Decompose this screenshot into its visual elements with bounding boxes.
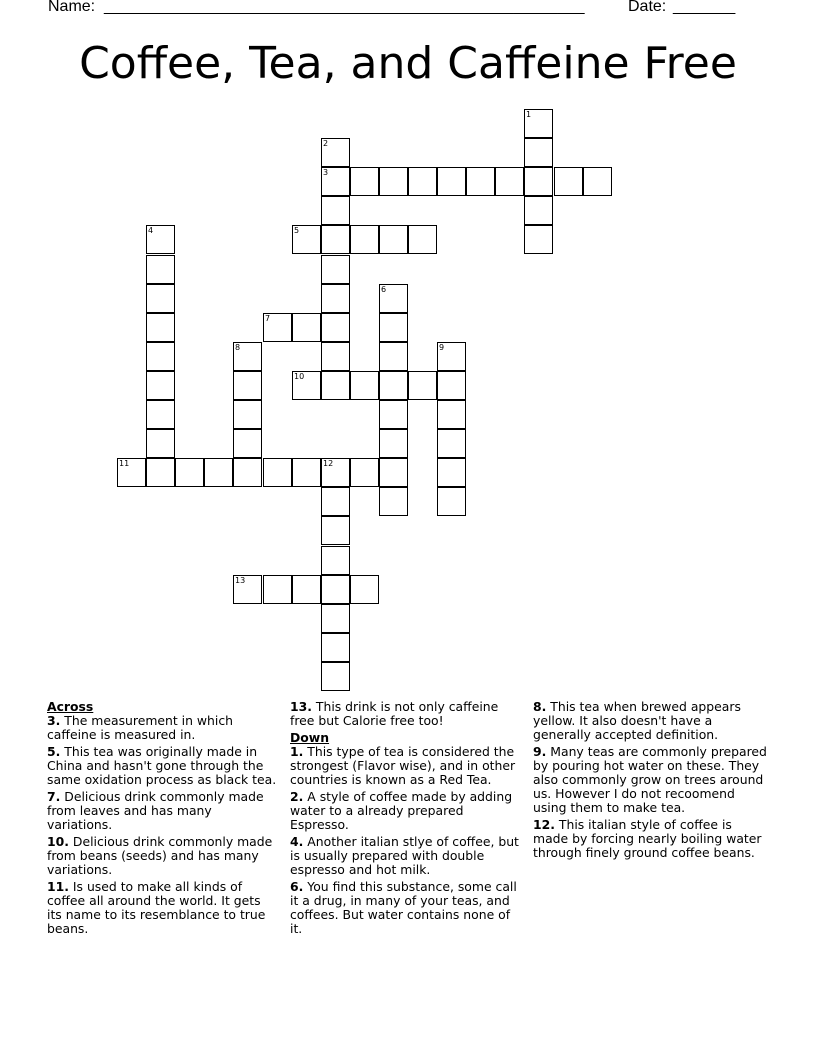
cell-number: 4 bbox=[148, 226, 154, 235]
crossword-cell[interactable] bbox=[408, 371, 437, 400]
cell-number: 13 bbox=[235, 576, 246, 585]
crossword-cell[interactable] bbox=[408, 225, 437, 254]
clues-column-1 bbox=[47, 700, 277, 939]
clue-text: This italian style of coffee is made by forcing nearly boiling water through finely ground coffee beans. bbox=[533, 817, 762, 860]
cell-number: 5 bbox=[294, 226, 300, 235]
clue-number: 12. bbox=[533, 817, 555, 832]
crossword-cell[interactable] bbox=[263, 458, 292, 487]
crossword-cell[interactable] bbox=[146, 313, 175, 342]
clue-number: 8. bbox=[533, 699, 547, 714]
clue-across-13 bbox=[290, 700, 520, 728]
clue-down-8 bbox=[533, 700, 768, 742]
crossword-cell[interactable] bbox=[321, 546, 350, 575]
crossword-cell[interactable] bbox=[292, 575, 321, 604]
clue-across-11 bbox=[47, 880, 277, 936]
crossword-cell[interactable] bbox=[379, 313, 408, 342]
crossword-cell[interactable] bbox=[321, 167, 350, 196]
crossword-cell[interactable] bbox=[146, 255, 175, 284]
clue-number: 1. bbox=[290, 744, 304, 759]
crossword-cell[interactable] bbox=[175, 458, 204, 487]
clue-across-7 bbox=[47, 790, 277, 832]
crossword-cell[interactable] bbox=[379, 342, 408, 371]
crossword-cell[interactable] bbox=[146, 371, 175, 400]
clue-number: 6. bbox=[290, 879, 304, 894]
crossword-cell[interactable] bbox=[437, 167, 466, 196]
crossword-cell[interactable] bbox=[379, 371, 408, 400]
crossword-cell[interactable] bbox=[466, 167, 495, 196]
crossword-cell[interactable] bbox=[321, 516, 350, 545]
clue-text: This type of tea is considered the strongest (Flavor wise), and in other countries is known as a Red Tea. bbox=[290, 744, 516, 787]
clue-number: 10. bbox=[47, 834, 69, 849]
crossword-cell[interactable] bbox=[437, 342, 466, 371]
clue-text: Another italian stlye of coffee, but is usually prepared with double espresso and hot milk. bbox=[290, 834, 519, 877]
crossword-cell[interactable] bbox=[292, 458, 321, 487]
crossword-cell[interactable] bbox=[321, 487, 350, 516]
cell-number: 6 bbox=[381, 285, 387, 294]
clue-number: 7. bbox=[47, 789, 61, 804]
crossword-cell[interactable] bbox=[350, 167, 379, 196]
clue-across-10 bbox=[47, 835, 277, 877]
clue-down-6 bbox=[290, 880, 520, 936]
clue-number: 11. bbox=[47, 879, 69, 894]
crossword-cell[interactable] bbox=[379, 284, 408, 313]
crossword-cell[interactable] bbox=[233, 371, 262, 400]
crossword-cell[interactable] bbox=[495, 167, 524, 196]
crossword-cell[interactable] bbox=[263, 313, 292, 342]
crossword-cell[interactable] bbox=[233, 575, 262, 604]
crossword-cell[interactable] bbox=[146, 284, 175, 313]
crossword-cell[interactable] bbox=[321, 255, 350, 284]
crossword-cell[interactable] bbox=[350, 225, 379, 254]
crossword-cell[interactable] bbox=[321, 371, 350, 400]
crossword-cell[interactable] bbox=[321, 313, 350, 342]
clue-text: Many teas are commonly prepared by pouring hot water on these. They also commonly grow on trees around us. However I do not recoomend using them to make tea. bbox=[533, 744, 767, 815]
cell-number: 2 bbox=[323, 139, 329, 148]
crossword-cell[interactable] bbox=[321, 138, 350, 167]
crossword-cell[interactable] bbox=[583, 167, 612, 196]
crossword-cell[interactable] bbox=[263, 575, 292, 604]
crossword-cell[interactable] bbox=[146, 342, 175, 371]
crossword-cell[interactable] bbox=[292, 371, 321, 400]
cell-number: 7 bbox=[265, 314, 271, 323]
crossword-cell[interactable] bbox=[379, 400, 408, 429]
crossword-cell[interactable] bbox=[321, 458, 350, 487]
crossword-cell[interactable] bbox=[233, 458, 262, 487]
crossword-cell[interactable] bbox=[524, 138, 553, 167]
crossword-cell[interactable] bbox=[379, 458, 408, 487]
cell-number: 1 bbox=[526, 110, 532, 119]
crossword-cell[interactable] bbox=[379, 487, 408, 516]
clue-text: A style of coffee made by adding water to a already prepared Espresso. bbox=[290, 789, 513, 832]
crossword-cell[interactable] bbox=[437, 371, 466, 400]
clue-across-3 bbox=[47, 714, 277, 742]
crossword-cell[interactable] bbox=[379, 429, 408, 458]
crossword-cell[interactable] bbox=[321, 604, 350, 633]
crossword-cell[interactable] bbox=[554, 167, 583, 196]
clue-number: 4. bbox=[290, 834, 304, 849]
crossword-cell[interactable] bbox=[146, 400, 175, 429]
crossword-cell[interactable] bbox=[350, 458, 379, 487]
across-heading: Across bbox=[47, 699, 94, 714]
crossword-cell[interactable] bbox=[233, 400, 262, 429]
clue-number: 9. bbox=[533, 744, 547, 759]
clue-number: 3. bbox=[47, 713, 61, 728]
clue-down-9 bbox=[533, 745, 768, 815]
crossword-cell[interactable] bbox=[292, 313, 321, 342]
crossword-cell[interactable] bbox=[321, 633, 350, 662]
name-blank: ______________________________________________________ bbox=[104, 0, 585, 15]
crossword-cell[interactable] bbox=[524, 196, 553, 225]
crossword-cell[interactable] bbox=[408, 167, 437, 196]
cell-number: 9 bbox=[439, 343, 445, 352]
clue-text: Delicious drink commonly made from leaves and has many variations. bbox=[47, 789, 264, 832]
cell-number: 12 bbox=[323, 459, 334, 468]
crossword-cell[interactable] bbox=[204, 458, 233, 487]
crossword-cell[interactable] bbox=[524, 109, 553, 138]
crossword-cell[interactable] bbox=[379, 167, 408, 196]
clue-text: Is used to make all kinds of coffee all around the world. It gets its name to its resemblance to true beans. bbox=[47, 879, 266, 936]
clues-column-3 bbox=[533, 700, 768, 863]
clue-down-1 bbox=[290, 745, 520, 787]
clue-text: This drink is not only caffeine free but Calorie free too! bbox=[290, 699, 499, 728]
crossword-cell[interactable] bbox=[321, 196, 350, 225]
down-heading: Down bbox=[290, 730, 330, 745]
clue-text: This tea when brewed appears yellow. It also doesn't have a generally accepted definition. bbox=[533, 699, 741, 742]
clues-column-2 bbox=[290, 700, 520, 939]
clue-number: 2. bbox=[290, 789, 304, 804]
clue-down-12 bbox=[533, 818, 768, 860]
crossword-cell[interactable] bbox=[350, 575, 379, 604]
clue-down-2 bbox=[290, 790, 520, 832]
date-blank: _______ bbox=[673, 0, 736, 15]
clue-text: Delicious drink commonly made from beans (seeds) and has many variations. bbox=[47, 834, 273, 877]
name-label: Name: bbox=[48, 0, 96, 15]
crossword-cell[interactable] bbox=[146, 429, 175, 458]
cell-number: 3 bbox=[323, 168, 329, 177]
clue-down-4 bbox=[290, 835, 520, 877]
clue-across-5 bbox=[47, 745, 277, 787]
crossword-cell[interactable] bbox=[233, 429, 262, 458]
crossword-cell[interactable] bbox=[321, 225, 350, 254]
crossword-cell[interactable] bbox=[437, 458, 466, 487]
crossword-cell[interactable] bbox=[146, 458, 175, 487]
clue-text: You find this substance, some call it a drug, in many of your teas, and coffees. But water contains none of it. bbox=[290, 879, 517, 936]
crossword-cell[interactable] bbox=[321, 342, 350, 371]
clue-text: This tea was originally made in China and hasn't gone through the same oxidation process as black tea. bbox=[47, 744, 277, 787]
crossword-cell[interactable] bbox=[437, 429, 466, 458]
cell-number: 8 bbox=[235, 343, 241, 352]
crossword-cell[interactable] bbox=[437, 487, 466, 516]
clue-number: 13. bbox=[290, 699, 312, 714]
cell-number: 10 bbox=[294, 372, 305, 381]
crossword-cell[interactable] bbox=[233, 342, 262, 371]
crossword-cell[interactable] bbox=[292, 225, 321, 254]
crossword-cell[interactable] bbox=[524, 167, 553, 196]
crossword-cell[interactable] bbox=[321, 662, 350, 691]
date-label: Date: bbox=[628, 0, 667, 15]
cell-number: 11 bbox=[119, 459, 130, 468]
crossword-cell[interactable] bbox=[350, 371, 379, 400]
page-title: Coffee, Tea, and Caffeine Free bbox=[79, 38, 737, 89]
crossword-cell[interactable] bbox=[321, 284, 350, 313]
crossword-cell[interactable] bbox=[379, 225, 408, 254]
crossword-cell[interactable] bbox=[437, 400, 466, 429]
clue-text: The measurement in which caffeine is measured in. bbox=[47, 713, 233, 742]
crossword-cell[interactable] bbox=[321, 575, 350, 604]
crossword-cell[interactable] bbox=[117, 458, 146, 487]
crossword-cell[interactable] bbox=[524, 225, 553, 254]
crossword-cell[interactable] bbox=[146, 225, 175, 254]
clue-number: 5. bbox=[47, 744, 61, 759]
